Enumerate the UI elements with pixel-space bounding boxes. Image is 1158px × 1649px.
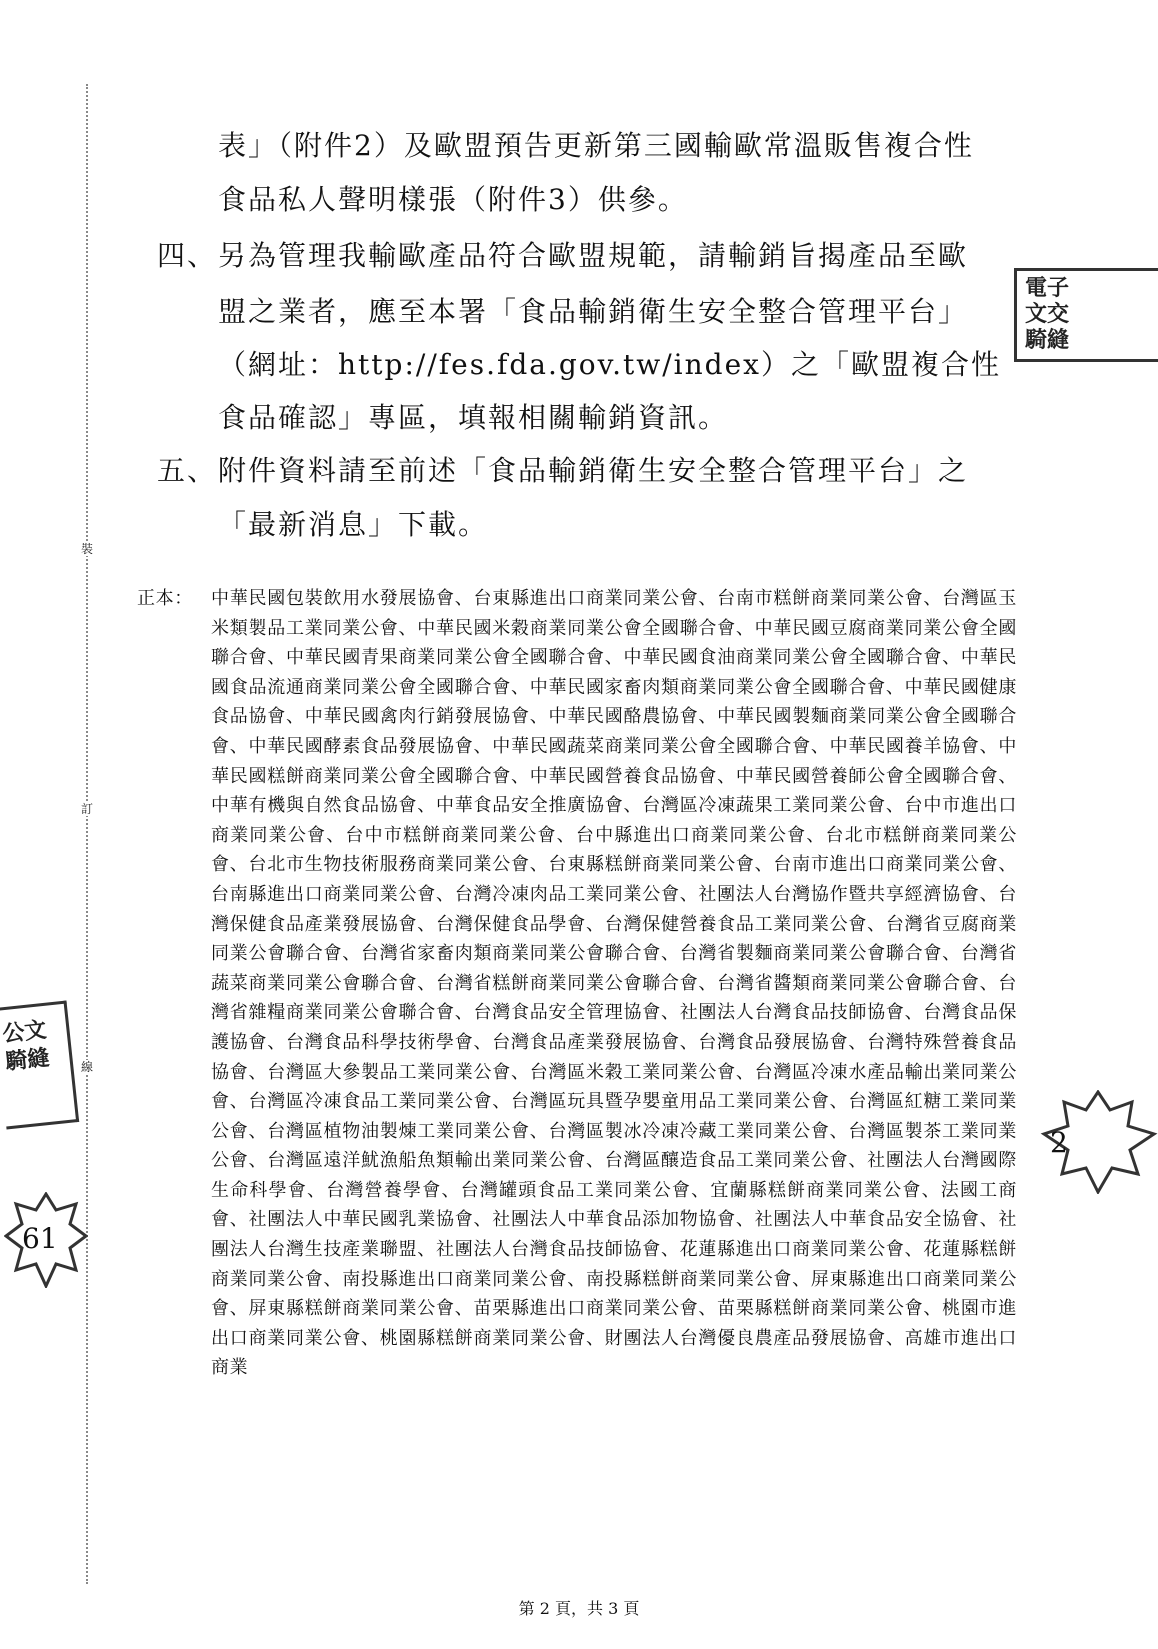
seam-seal-left [0,1001,79,1130]
binding-mark-middle: 訂 [80,802,93,816]
item-4-line-3: （網址：http://fes.fda.gov.tw/index）之「歐盟複合性 [218,348,1001,381]
item-4-number: 四、 [157,239,218,272]
page-footer: 第 2 頁，共 3 頁 [518,1599,640,1618]
item-4-line-1: 另為管理我輸歐產品符合歐盟規範，請輸銷旨揭產品至歐 [218,239,969,272]
seam-seal-left-text: 公文 騎縫 [1,1016,51,1076]
item-5-line-2: 「最新消息」下載。 [218,508,489,541]
body-line-2: 食品私人聲明樣張（附件3）供參。 [218,183,688,216]
recipients-list: 中華民國包裝飲用水發展協會、台東縣進出口商業同業公會、台南市糕餅商業同業公會、台灣區玉米類製品工業同業公會、中華民國米穀商業同業公會全國聯合會、中華民國豆腐商業同業公會全國聯合會、中華民國青果商業同業公會全國聯合會、中華民國食油商業同業公會全國聯合會、中華民國食品流通商業同業公會全國聯合會、中華民國家畜肉類商業同業公會全國聯合會、中華民國健康食品協會、中華民國禽肉行銷發展協會、中華民國酪農協會、中華民國製麵商業同業公會全國聯合會、中華民國酵素食品發展協會、中華民國蔬菜商業同業公會全國聯合會、中華民國養羊協會、中華民國糕餅商業同業公會全國聯合會、中華民國營養食品協會、中華民國營養師公會全國聯合會、中華有機與自然食品協會、中華食品安全推廣協會、台灣區冷凍蔬果工業同業公會、台中市進出口商業同業公會、台中市糕餅商業同業公會、台中縣進出口商業同業公會、台北市糕餅商業同業公會、台北市生物技術服務商業同業公會、台東縣糕餅商業同業公會、台南市進出口商業同業公會、台南縣進出口商業同業公會、台灣冷凍肉品工業同業公會、社團法人台灣協作暨共享經濟協會、台灣保健食品產業發展協會、台灣保健食品學會、台灣保健營養食品工業同業公會、台灣省豆腐商業同業公會聯合會、台灣省家畜肉類商業同業公會聯合會、台灣省製麵商業同業公會聯合會、台灣省蔬菜商業同業公會聯合會、台灣省糕餅商業同業公會聯合會、台灣省醬類商業同業公會聯合會、台灣省雜糧商業同業公會聯合會、台灣食品安全管理協會、社團法人台灣食品技師協會、台灣食品保護協會、台灣食品科學技術學會、台灣食品產業發展協會、台灣食品發展協會、台灣特殊營養食品協會、台灣區大參製品工業同業公會、台灣區米穀工業同業公會、台灣區冷凍水產品輸出業同業公會、台灣區冷凍食品工業同業公會、台灣區玩具暨孕嬰童用品工業同業公會、台灣區紅糖工業同業公會、台灣區植物油製煉工業同業公會、台灣區製冰冷凍冷藏工業同業公會、台灣區製茶工業同業公會、台灣區遠洋魷漁船魚類輸出業同業公會、台灣區釀造食品工業同業公會、社團法人台灣國際生命科學會、台灣營養學會、台灣罐頭食品工業同業公會、宜蘭縣糕餅商業同業公會、法國工商會、社團法人中華民國乳業協會、社團法人中華食品添加物協會、社團法人中華食品安全協會、社團法人台灣生技產業聯盟、社團法人台灣食品技師協會、花蓮縣進出口商業同業公會、花蓮縣糕餅商業同業公會、南投縣進出口商業同業公會、南投縣糕餅商業同業公會、屏東縣進出口商業同業公會、屏東縣糕餅商業同業公會、苗栗縣進出口商業同業公會、苗栗縣糕餅商業同業公會、桃園市進出口商業同業公會、桃園縣糕餅商業同業公會、財團法人台灣優良農產品發展協會、高雄市進出口商業 [211,588,1017,1379]
page-stamp-left [4,1192,88,1288]
binding-line [86,84,92,1584]
binding-mark-bottom: 線 [80,1060,93,1074]
seam-seal-top-right-text: 電子 文交 騎縫 [1025,275,1070,353]
item-5-number: 五、 [157,454,218,487]
recipients-label: 正本： [137,588,193,609]
item-5-line-1: 附件資料請至前述「食品輸銷衛生安全整合管理平台」之 [218,454,969,487]
seam-seal-top-right [1014,268,1158,362]
page-stamp-right-number: 2 [1050,1126,1068,1159]
item-4-line-4: 食品確認」專區，填報相關輸銷資訊。 [218,401,729,434]
item-4-line-2: 盟之業者，應至本署「食品輸銷衛生安全整合管理平台」 [218,295,969,328]
body-line-1: 表」（附件2）及歐盟預告更新第三國輸歐常溫販售複合性 [218,129,974,162]
recipients-block [137,584,1017,1383]
binding-mark-top: 裝 [80,542,93,556]
page-stamp-left-number: 61 [22,1222,58,1255]
page-stamp-right [1040,1090,1158,1194]
